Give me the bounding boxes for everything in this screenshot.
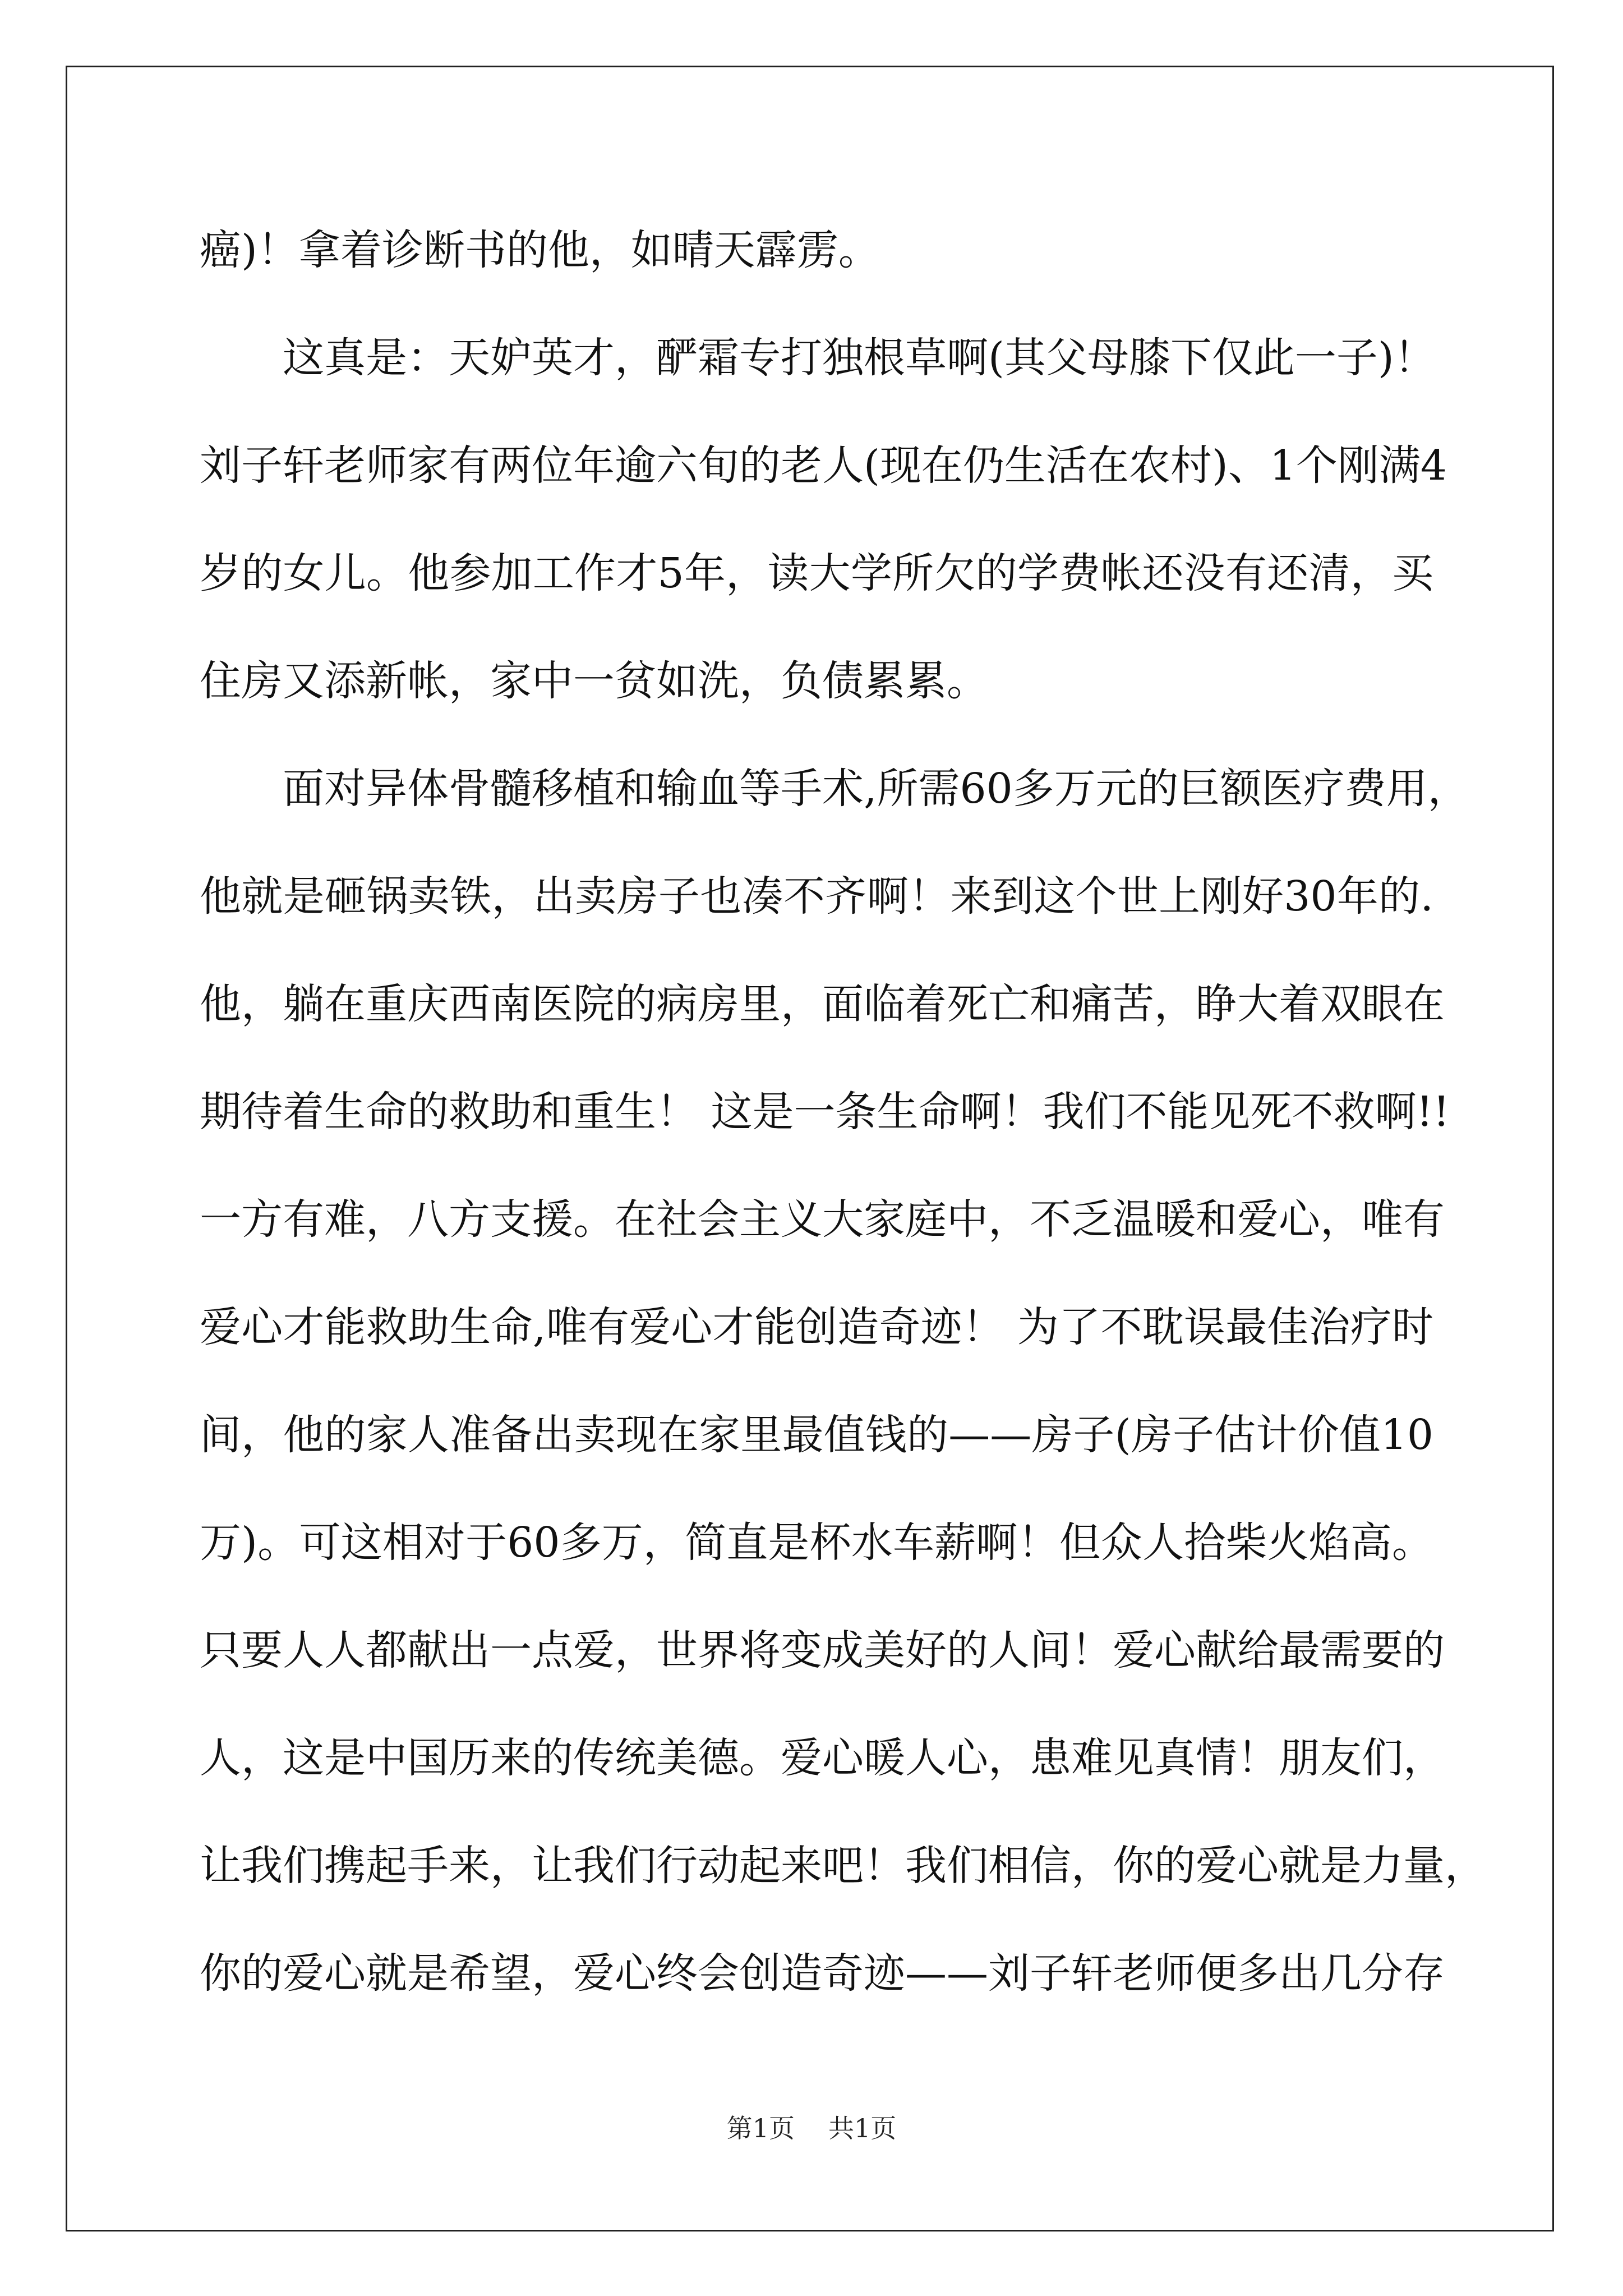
text-line-10: 一方有难，八方支援。在社会主义大家庭中，不乏温暖和爱心，唯有 xyxy=(200,1195,1445,1244)
page-number-total: 共1页 xyxy=(828,2113,897,2143)
text-line-2: 这真是：天妒英才，酽霜专打独根草啊(其父母膝下仅此一子)！ xyxy=(283,334,1436,382)
text-line-9: 期待着生命的救助和重生！ 这是一条生命啊！我们不能见死不救啊!! xyxy=(200,1088,1450,1136)
text-line-1: 癌)！拿着诊断书的他，如晴天霹雳。 xyxy=(200,226,880,274)
page-footer xyxy=(0,2108,1623,2145)
text-line-8: 他，躺在重庆西南医院的病房里，面临着死亡和痛苦，睁大着双眼在 xyxy=(200,980,1445,1028)
text-line-13: 万)。可这相对于60多万，简直是杯水车薪啊！但众人拾柴火焰高。 xyxy=(200,1519,1433,1567)
text-line-6: 面对异体骨髓移植和输血等手术,所需60多万元的巨额医疗费用， xyxy=(283,765,1469,813)
text-line-17: 你的爱心就是希望，爱心终会创造奇迹——刘子轩老师便多出几分存 xyxy=(200,1949,1445,1998)
document-body xyxy=(200,205,1486,2036)
text-line-15: 人，这是中国历来的传统美德。爱心暖人心，患难见真情！朋友们， xyxy=(200,1734,1445,1782)
text-line-3: 刘子轩老师家有两位年逾六旬的老人(现在仍生活在农村)、1个刚满4 xyxy=(200,441,1447,490)
text-line-7: 他就是砸锅卖铁，出卖房子也凑不齐啊！来到这个世上刚好30年的. xyxy=(200,872,1433,921)
text-line-5: 住房又添新帐，家中一贫如洗，负债累累。 xyxy=(200,657,988,705)
page-number-current: 第1页 xyxy=(726,2113,795,2143)
text-line-14: 只要人人都献出一点爱，世界将变成美好的人间！爱心献给最需要的 xyxy=(200,1626,1445,1674)
text-line-4: 岁的女儿。他参加工作才5年，读大学所欠的学费帐还没有还清，买 xyxy=(200,549,1433,597)
text-line-16: 让我们携起手来，让我们行动起来吧！我们相信，你的爱心就是力量， xyxy=(200,1842,1486,1890)
text-line-12: 间，他的家人准备出卖现在家里最值钱的——房子(房子估计价值10 xyxy=(200,1411,1433,1459)
text-line-11: 爱心才能救助生命,唯有爱心才能创造奇迹！ 为了不耽误最佳治疗时 xyxy=(200,1303,1433,1351)
